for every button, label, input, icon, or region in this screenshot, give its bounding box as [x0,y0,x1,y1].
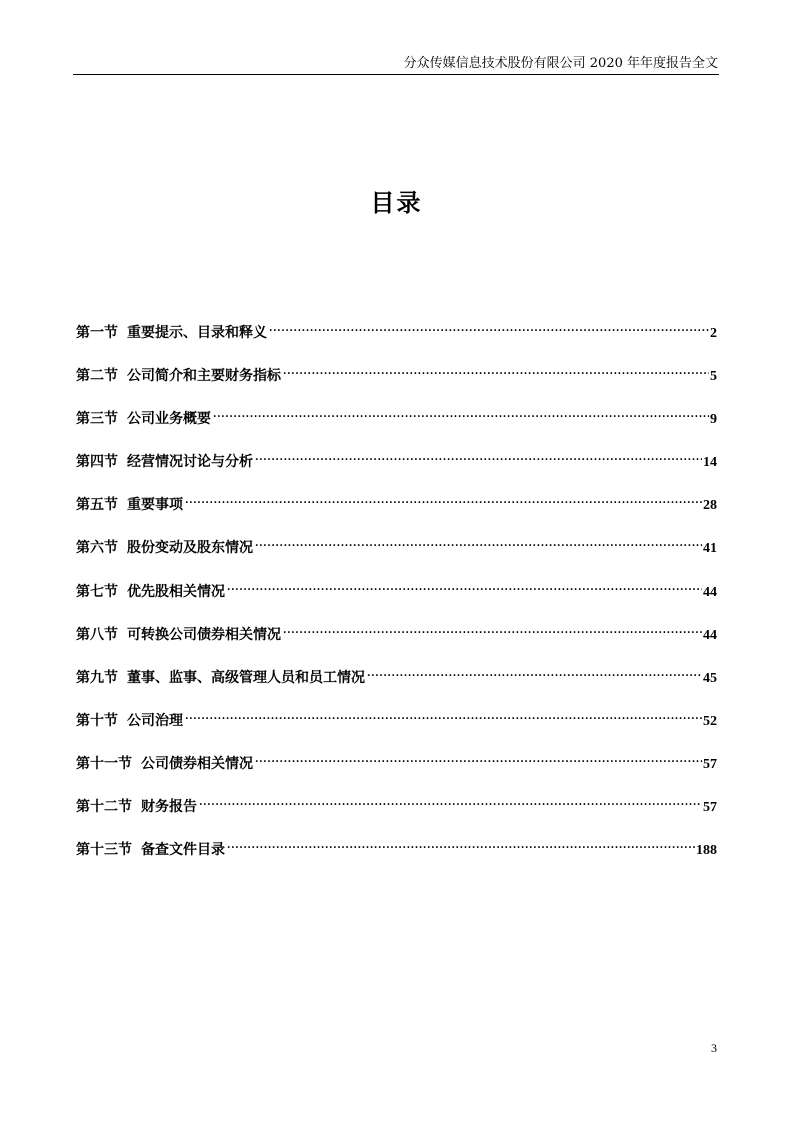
toc-page-number: 44 [703,627,717,643]
toc-dot-leader [283,625,702,639]
toc-page-number: 5 [710,369,717,385]
toc-page-number: 52 [703,713,717,729]
toc-entry-9[interactable] [76,667,717,710]
toc-dot-leader [269,323,709,337]
toc-heading: 重要事项 [127,497,183,514]
toc-heading: 股份变动及股东情况 [127,540,253,557]
table-of-contents [76,322,717,882]
toc-page-number: 41 [703,541,717,557]
toc-page-number: 57 [703,756,717,772]
toc-entry-13[interactable] [76,839,717,882]
toc-entry-1[interactable] [76,322,717,365]
toc-dot-leader [185,711,702,725]
toc-dot-leader [213,409,709,423]
toc-heading: 可转换公司债券相关情况 [127,626,281,643]
toc-dot-leader [199,797,702,811]
toc-dot-leader [255,538,702,552]
toc-section-label: 第二节 [76,368,118,385]
toc-section-label: 第七节 [76,583,118,600]
toc-dot-leader [255,452,702,466]
header-rule [73,74,719,75]
toc-page-number: 188 [696,843,717,859]
toc-heading: 公司简介和主要财务指标 [127,368,281,385]
toc-page-number: 2 [710,326,717,341]
toc-dot-leader [227,840,695,854]
toc-entry-7[interactable] [76,581,717,624]
toc-section-label: 第三节 [76,411,118,428]
page-number: 3 [711,1041,717,1055]
toc-section-label: 第十三节 [76,842,132,859]
toc-entry-10[interactable] [76,710,717,753]
toc-dot-leader [185,495,702,509]
toc-section-label: 第八节 [76,626,118,643]
toc-heading: 公司业务概要 [127,411,211,428]
toc-entry-8[interactable] [76,624,717,667]
toc-heading: 公司债券相关情况 [141,755,253,772]
page-title: 目录 [370,188,423,217]
toc-page-number: 44 [703,584,717,600]
toc-dot-leader [367,668,702,682]
toc-dot-leader [255,754,702,768]
toc-heading: 经营情况讨论与分析 [127,454,253,471]
toc-section-label: 第四节 [76,454,118,471]
toc-entry-12[interactable] [76,796,717,839]
toc-section-label: 第十二节 [76,799,132,816]
toc-page-number: 14 [703,455,717,471]
toc-page-number: 28 [703,498,717,514]
toc-section-label: 第九节 [76,669,118,686]
toc-entry-6[interactable] [76,537,717,580]
toc-entry-11[interactable] [76,753,717,796]
toc-page-number: 9 [710,412,717,428]
running-header: 分众传媒信息技术股份有限公司 2020 年年度报告全文 [403,56,718,71]
toc-dot-leader [283,366,709,380]
toc-page-number: 45 [703,670,717,686]
toc-entry-2[interactable] [76,365,717,408]
toc-section-label: 第六节 [76,540,118,557]
toc-page-number: 57 [703,800,717,816]
toc-heading: 重要提示、目录和释义 [127,325,267,341]
toc-section-label: 第十一节 [76,755,132,772]
toc-section-label: 第一节 [76,325,118,341]
toc-entry-5[interactable] [76,494,717,537]
toc-dot-leader [227,582,702,596]
toc-heading: 财务报告 [141,799,197,816]
toc-heading: 备查文件目录 [141,842,225,859]
toc-entry-4[interactable] [76,451,717,494]
toc-section-label: 第五节 [76,497,118,514]
toc-heading: 公司治理 [127,712,183,729]
toc-entry-3[interactable] [76,408,717,451]
toc-heading: 董事、监事、高级管理人员和员工情况 [127,669,365,686]
toc-section-label: 第十节 [76,712,118,729]
toc-heading: 优先股相关情况 [127,583,225,600]
